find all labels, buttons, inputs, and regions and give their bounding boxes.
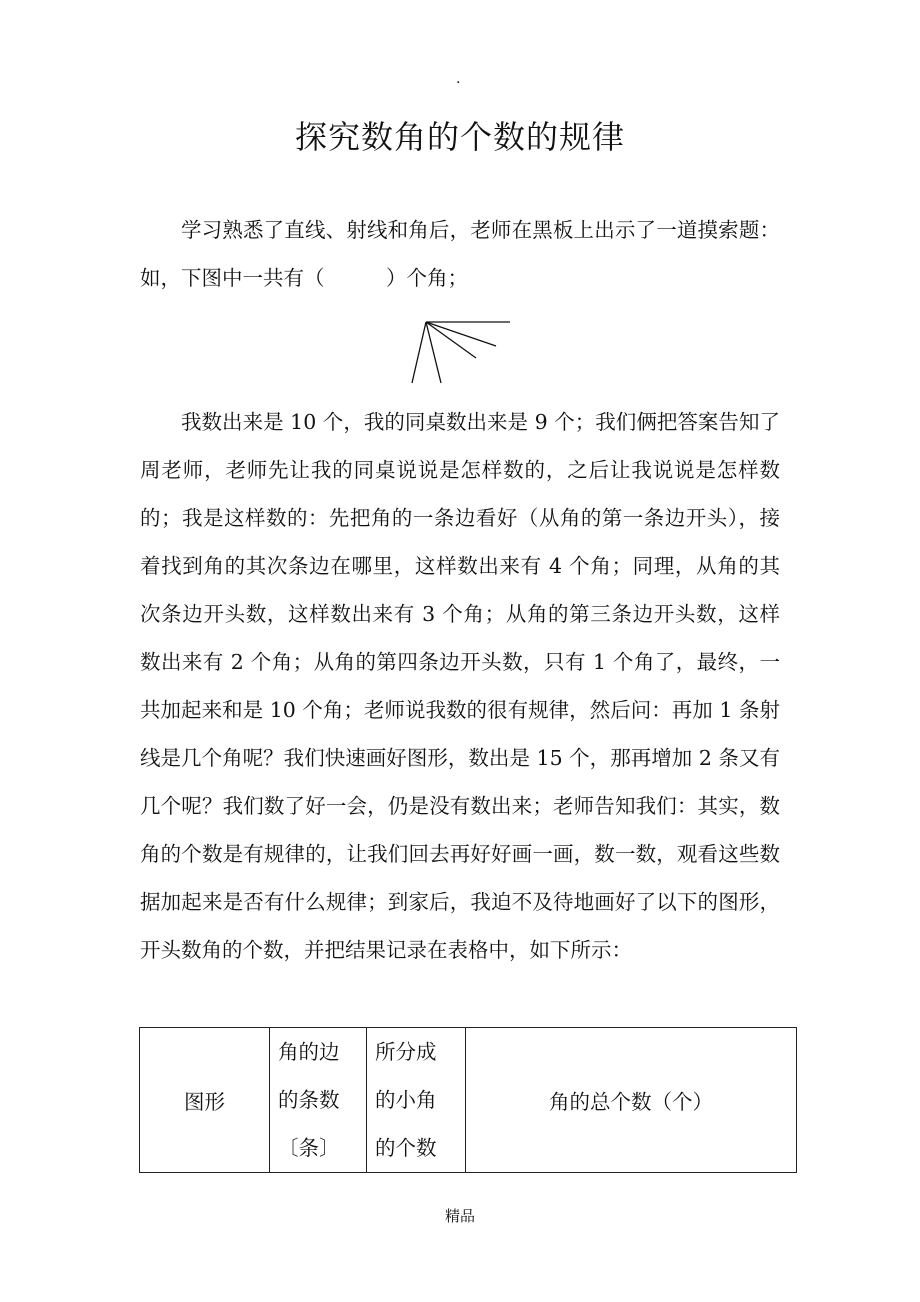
angle-rays-figure — [400, 312, 520, 388]
header-small-angle-line-1: 所分成 — [375, 1040, 437, 1064]
header-side-count-line-2: 的条数 — [278, 1088, 340, 1112]
ray-5 — [412, 322, 426, 383]
footer-label: 精品 — [444, 1207, 475, 1225]
header-small-angle-line-3: 的个数 — [375, 1136, 437, 1160]
page-title: 探究数角的个数的规律 — [294, 118, 625, 156]
header-side-count — [270, 1028, 367, 1173]
header-small-angle-count — [367, 1028, 466, 1173]
table-header-row — [140, 1028, 797, 1173]
header-small-angle-line-2: 的小角 — [375, 1088, 437, 1112]
header-side-count-line-3: 〔条〕 — [278, 1136, 340, 1160]
intro-paragraph: 学习熟悉了直线、射线和角后，老师在黑板上出示了一道摸索题：如，下图中一共有（ ）个角； — [140, 218, 780, 290]
header-side-count-line-1: 角的边 — [278, 1040, 340, 1064]
header-mark: . — [456, 71, 461, 87]
results-table — [139, 1027, 797, 1173]
story-paragraph: 我数出来是 10 个，我的同桌数出来是 9 个；我们俩把答案告知了周老师，老师先让我的同桌说说是怎样数的，之后让我说说是怎样数的；我是这样数的：先把角的一条边看好（从角的第一条边开头），接着找到角的其次条边在哪里，这样数出来有 4 个角；同理，从角的其次条边开头数，这样数出来有 3 个角；从角的第三条边开头数，这样数出来有 2 个角；从角的第四条边开头数，只有 1 个角了，最终，一共加起来和是 10 个角；老师说我数的很有规律，然后问：再加 1 条射线是几个角呢？我们快速画好图形，数出是 15 个，那再增加 2 条又有几个呢？我们数了好一会，仍是没有数出来；老师告知我们：其实，数角的个数是有规律的，让我们回去再好好画一画，数一数，观看这些数据加起来是否有什么规律；到家后，我迫不及待地画好了以下的图形，开头数角的个数，并把结果记录在表格中，如下所示： — [140, 410, 780, 962]
ray-2 — [426, 322, 496, 346]
header-total-angles: 角的总个数（个） — [466, 1028, 797, 1173]
header-figure: 图形 — [140, 1028, 270, 1173]
